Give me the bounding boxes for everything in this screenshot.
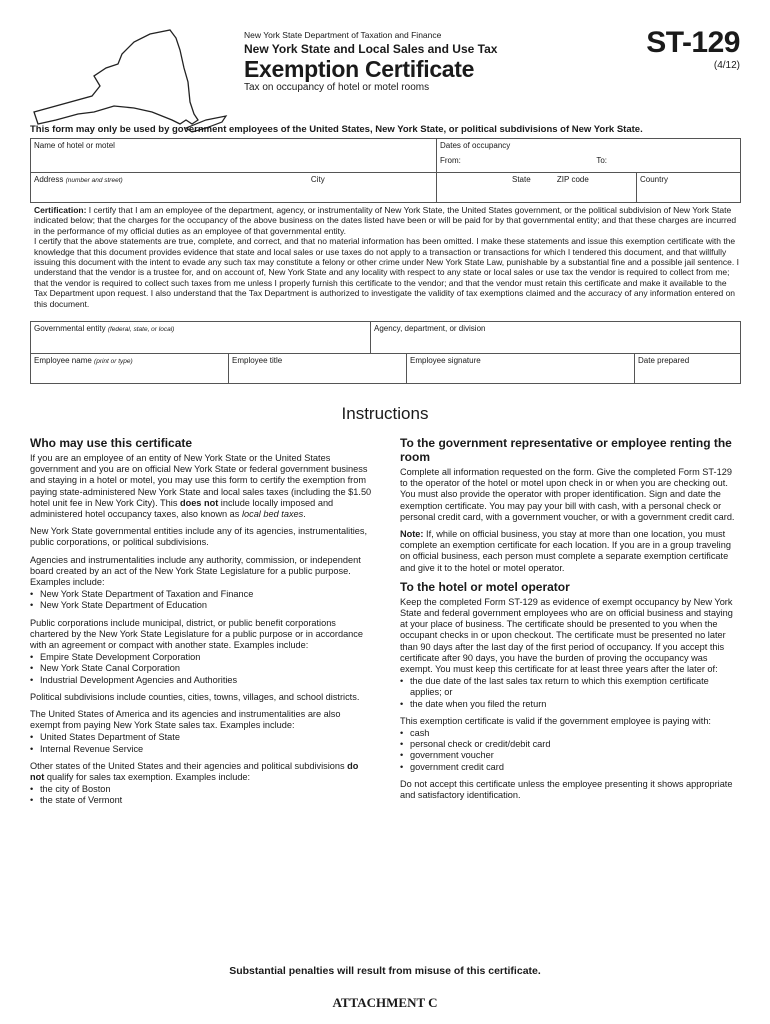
- certification-paragraph-1: I certify that I am an employee of the department, agency, or instrumentality of New York State, the United States government, or the political subdivision of New York State indicated below; that the charges for the occupancy of the above business on the dates listed have been or will be paid for by that governmental entity; and that these charges are incurred in the performance of my official duties as an employee of that governmental entity.: [34, 205, 737, 236]
- form-subtitle: New York State and Local Sales and Use Tax: [244, 42, 498, 56]
- list-item: • Empire State Development Corporation: [30, 652, 372, 663]
- dates-of-occupancy-field[interactable]: [437, 139, 741, 173]
- who-paragraph-2: New York State governmental entities include any of its agencies, instrumentalities, public corporations, or political subdivisions.: [30, 526, 368, 548]
- government-representative-heading: To the government representative or employee renting the room: [400, 436, 732, 464]
- form-tagline: Tax on occupancy of hotel or motel rooms: [244, 82, 430, 93]
- agencies-list: [30, 589, 372, 611]
- from-label: From:: [440, 156, 461, 165]
- other-states-list: [30, 784, 372, 806]
- address-hint: (number and street): [65, 177, 123, 184]
- list-item: • United States Department of State: [30, 732, 372, 743]
- government-paragraph-1: Complete all information requested on the form. Give the completed Form ST-129 to the operator of the hotel or motel upon check in or when you are checking out. You must also provide the operator with proper identification. Sign and date the exemption certificate. You may pay your bill with cash, with a personal check or personal credit card, with a government voucher, or with a government credit card.: [400, 467, 735, 522]
- who-may-use-heading: Who may use this certificate: [30, 436, 193, 450]
- instructions-right-column: [400, 436, 740, 807]
- hotel-info-table: [30, 138, 741, 203]
- list-item: • the date when you filed the return: [400, 699, 740, 710]
- list-item: • government credit card: [400, 762, 740, 773]
- employee-title-field[interactable]: Employee title: [229, 354, 407, 384]
- list-item: • the city of Boston: [30, 784, 372, 795]
- instructions-heading: Instructions: [341, 404, 429, 423]
- state-label: State: [512, 175, 531, 184]
- to-label: To:: [596, 156, 607, 165]
- list-item: • the due date of the last sales tax return to which this exemption certificate applies; or: [400, 676, 740, 698]
- federal-examples-list: [30, 732, 372, 754]
- list-item: • personal check or credit/debit card: [400, 739, 740, 750]
- employee-name-label: Employee name: [34, 356, 92, 365]
- list-item: • New York State Department of Education: [30, 600, 372, 611]
- payment-methods-list: [400, 728, 740, 773]
- list-item: • government voucher: [400, 750, 740, 761]
- hotel-name-field[interactable]: Name of hotel or motel: [31, 139, 437, 173]
- usage-notice: This form may only be used by government employees of the United States, New York State, or political subdivisions of New York State.: [30, 124, 643, 135]
- instructions-left-column: [30, 436, 372, 813]
- address-label: Address: [34, 175, 64, 184]
- employee-name-hint: (print or type): [94, 358, 133, 365]
- entity-hint: (federal, state, or local): [107, 326, 175, 333]
- note-paragraph: Note: If, while on official business, you stay at more than one location, you must complete an exemption certificate for each location. If you are in a group traveling on official business, each person must complete a separate exemption certificate and give it to the hotel or motel operator.: [400, 529, 731, 573]
- penalty-warning: Substantial penalties will result from misuse of this certificate.: [229, 965, 541, 977]
- who-paragraph-6: The United States of America and its agencies and instrumentalities are also exempt from paying New York State sales tax. Examples include:: [30, 709, 341, 731]
- who-paragraph-4: Public corporations include municipal, district, or public benefit corporations chartered by the New York State Legislature for a public purpose or in accordance with an agreement or compact with another state. Examples include:: [30, 617, 363, 651]
- operator-paragraph-3: Do not accept this certificate unless the employee presenting it shows appropriate and satisfactory identification.: [400, 778, 733, 801]
- governmental-entity-field[interactable]: [31, 322, 371, 354]
- who-paragraph-3: Agencies and instrumentalities include any authority, commission, or independent board created by an act of the New York State Legislature for a public purpose. Examples include:: [30, 554, 361, 588]
- city-label: City: [310, 175, 325, 184]
- who-paragraph-1: If you are an employee of an entity of New York State or the United States government and you are on official New York State or federal government business and staying in a hotel or motel, you may use this form to certify the exemption from paying state-administered New York State and local sales taxes (including the $1.50 hotel unit fee in New York City). This does not include locally imposed and administered hotel occupancy taxes, also known as local bed taxes.: [30, 453, 372, 520]
- list-item: • cash: [400, 728, 740, 739]
- employee-info-table: [30, 321, 741, 384]
- zip-label: ZIP code: [556, 175, 589, 184]
- country-field[interactable]: Country: [637, 173, 741, 203]
- entity-label: Governmental entity: [34, 324, 106, 333]
- state-zip-field[interactable]: [437, 173, 637, 203]
- certification-text: [34, 205, 740, 309]
- form-title: Exemption Certificate: [244, 56, 475, 82]
- operator-paragraph-1: Keep the completed Form ST-129 as evidence of exempt occupancy by New York State and federal government employees who are on official business and staying at your place of business. The certificate should be presented to you when the occupant checks in or upon checkout. The certificate must be presented no later than 90 days after the last day of the first period of occupancy. If you accept this certificate after 90 days, you have the burden of proving the occupancy was exempt. You must keep this certificate for at least three years after the later of:: [400, 596, 733, 675]
- hotel-operator-heading: To the hotel or motel operator: [400, 579, 570, 594]
- certification-label: Certification:: [34, 205, 87, 215]
- operator-paragraph-2: This exemption certificate is valid if the government employee is paying with:: [400, 715, 711, 726]
- list-item: • New York State Department of Taxation and Finance: [30, 589, 372, 600]
- list-item: • Internal Revenue Service: [30, 744, 372, 755]
- dates-label: Dates of occupancy: [440, 141, 511, 150]
- employee-signature-field[interactable]: Employee signature: [407, 354, 635, 384]
- agency-name: New York State Department of Taxation and Finance: [244, 30, 442, 40]
- certification-paragraph-2: I certify that the above statements are true, complete, and correct, and that no material information has been omitted. I make these statements and issue this exemption certificate with the knowledge that this document provides evidence that state and local sales or use taxes do not apply to a transaction or transactions for which I tendered this document, and that willfully issuing this document with the intent to evade any such tax may constitute a felony or other crime under New York State Law, punishable by a substantial fine and a possible jail sentence. I understand that the vendor is a trustee for, and on account of, New York State and any locality with respect to any state or local sales or use tax the vendor is required to collect from me; that the vendor is required to collect such taxes from me unless I properly furnish this certificate to the vendor; and that the vendor must retain this certificate and make it available to the Tax Department upon request. I also understand that the Tax Department is authorized to investigate the validity of tax exemptions claimed and the accuracy of any information entered on this document.: [34, 236, 739, 309]
- employee-name-field[interactable]: [31, 354, 229, 384]
- list-item: • the state of Vermont: [30, 795, 372, 806]
- form-revision-date: (4/12): [713, 60, 740, 71]
- retention-list: [400, 676, 740, 710]
- who-paragraph-5: Political subdivisions include counties, cities, towns, villages, and school districts.: [30, 691, 360, 702]
- agency-field[interactable]: Agency, department, or division: [371, 322, 741, 354]
- list-item: • New York State Canal Corporation: [30, 663, 372, 674]
- address-field[interactable]: [31, 173, 437, 203]
- who-paragraph-7: Other states of the United States and their agencies and political subdivisions do not qualify for sales tax exemption. Examples include:: [30, 760, 359, 783]
- date-prepared-field[interactable]: Date prepared: [635, 354, 741, 384]
- public-corporations-list: [30, 652, 372, 686]
- attachment-label: ATTACHMENT C: [332, 995, 438, 1010]
- form-number: ST-129: [646, 26, 740, 59]
- list-item: • Industrial Development Agencies and Authorities: [30, 675, 372, 686]
